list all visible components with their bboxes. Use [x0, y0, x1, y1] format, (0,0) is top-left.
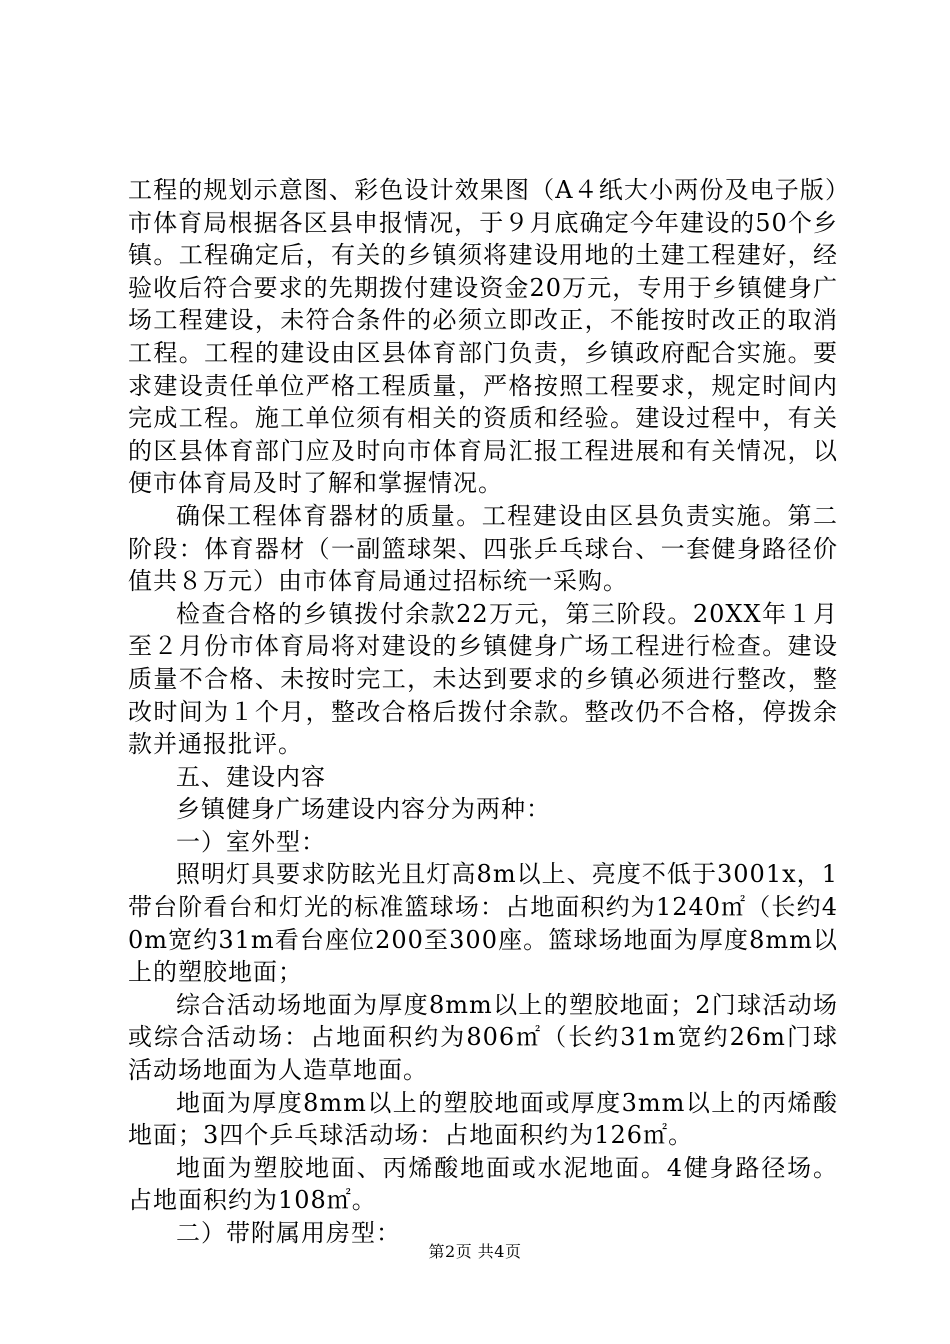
- subsection-heading-annex: 二）带附属用房型：: [176, 1219, 401, 1247]
- section-heading: 五、建设内容: [176, 762, 326, 791]
- document-body: [128, 174, 838, 1250]
- subsection-heading-outdoor: 一）室外型：: [176, 827, 326, 856]
- paragraph-6: 综合活动场地面为厚度8mm以上的塑胶地面；2门球活动场或综合活动场：占地面积约为806㎡（长约31m宽约26m门球活动场地面为人造草地面。: [128, 990, 838, 1085]
- paragraph-2: 确保工程体育器材的质量。工程建设由区县负责实施。第二阶段：体育器材（一副篮球架、四张乒乓球台、一套健身路径价值共８万元）由市体育局通过招标统一采购。: [128, 501, 838, 596]
- paragraph-5: 照明灯具要求防眩光且灯高8m以上、亮度不低于3001x，1带台阶看台和灯光的标准篮球场：占地面积约为1240㎡（长约40m宽约31m看台座位200至300座。篮球场地面为厚度8mm以上的塑胶地面；: [128, 860, 838, 987]
- paragraph-8: 地面为塑胶地面、丙烯酸地面或水泥地面。4健身路径场。占地面积约为108㎡。: [128, 1153, 838, 1215]
- page-number: 第2页 共4页: [428, 1242, 522, 1261]
- paragraph-3: 检查合格的乡镇拨付余款22万元，第三阶段。20XX年１月至２月份市体育局将对建设的乡镇健身广场工程进行检查。建设质量不合格、未按时完工，未达到要求的乡镇必须进行整改，整改时间为１个月，整改合格后拨付余款。整改仍不合格，停拨余款并通报批评。: [128, 599, 838, 759]
- paragraph-4: 乡镇健身广场建设内容分为两种：: [176, 795, 551, 824]
- paragraph-7: 地面为厚度8mm以上的塑胶地面或厚度3mm以上的丙烯酸地面；3四个乒乓球活动场：占地面积约为126㎡。: [128, 1088, 838, 1150]
- paragraph-1: 工程的规划示意图、彩色设计效果图（A４纸大小两份及电子版）市体育局根据各区县申报情况，于９月底确定今年建设的50个乡镇。工程确定后，有关的乡镇须将建设用地的土建工程建好，经验收后符合要求的先期拨付建设资金20万元，专用于乡镇健身广场工程建设，未符合条件的必须立即改正，不能按时改正的取消工程。工程的建设由区县体育部门负责，乡镇政府配合实施。要求建设责任单位严格工程质量，严格按照工程要求，规定时间内完成工程。施工单位须有相关的资质和经验。建设过程中，有关的区县体育部门应及时向市体育局汇报工程进展和有关情况，以便市体育局及时了解和掌握情况。: [128, 176, 838, 498]
